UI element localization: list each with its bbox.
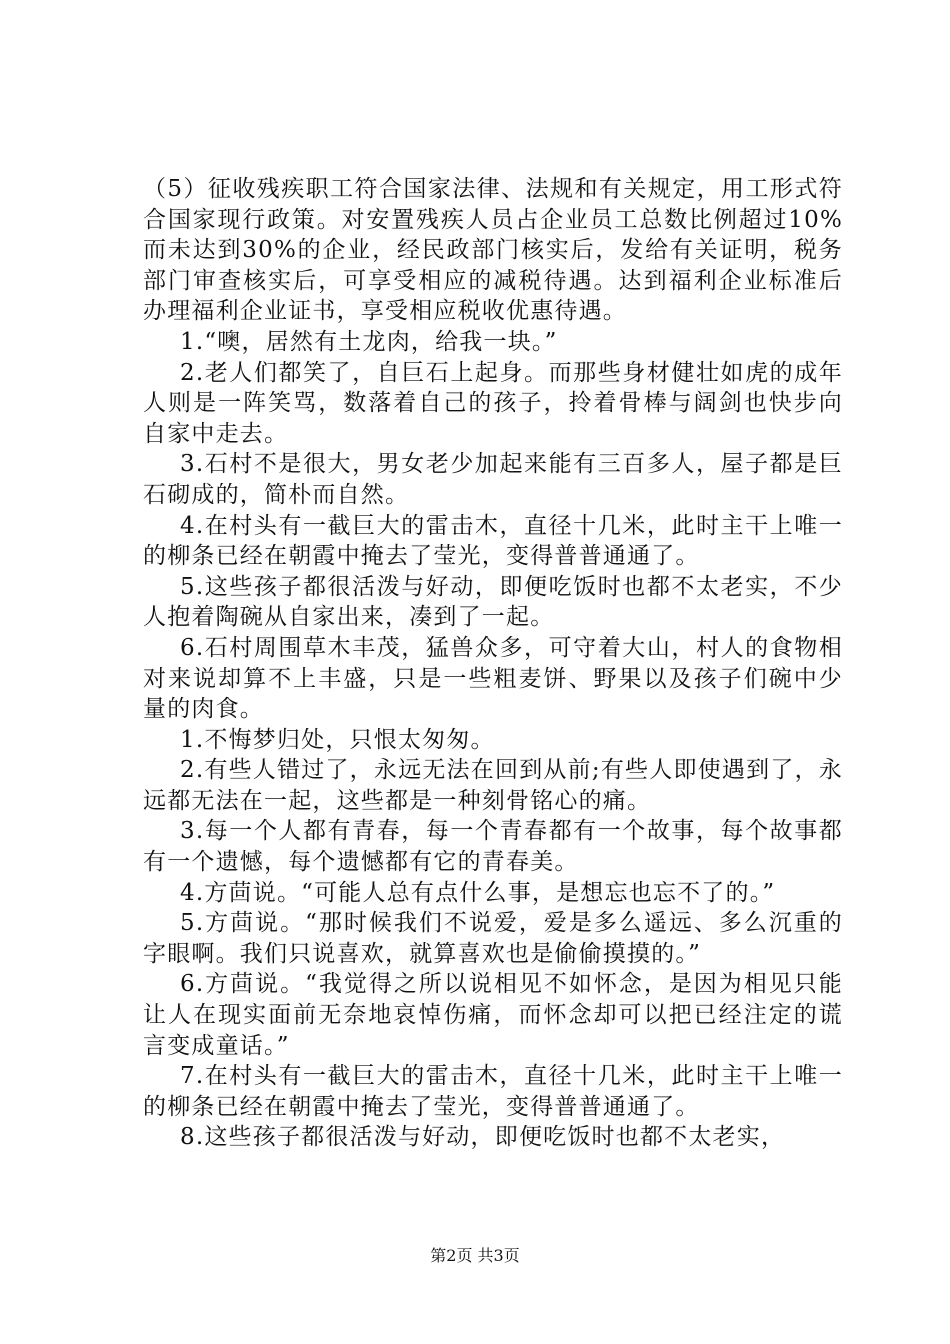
paragraph-item: 2.老人们都笑了，自巨石上起身。而那些身材健壮如虎的成年人则是一阵笑骂，数落着自己的孩子，拎着骨棒与阔剑也快步向自家中走去。	[143, 359, 843, 447]
paragraph-item: 3.石村不是很大，男女老少加起来能有三百多人，屋子都是巨石砌成的，简朴而自然。	[143, 451, 843, 508]
paragraph-item: 7.在村头有一截巨大的雷击木，直径十几米，此时主干上唯一的柳条已经在朝霞中掩去了莹光，变得普普通通了。	[143, 1063, 843, 1120]
paragraph-item: 1.不悔梦归处，只恨太匆匆。	[180, 726, 495, 753]
paragraph-item: 5.这些孩子都很活泼与好动，即便吃饭时也都不太老实，不少人抱着陶碗从自家出来，凑到了一起。	[143, 573, 843, 631]
paragraph-item: 2.有些人错过了，永远无法在回到从前;有些人即使遇到了，永远都无法在一起，这些都是一种刻骨铭心的痛。	[143, 757, 843, 814]
paragraph-item: 4.方茴说。“可能人总有点什么事，是想忘也忘不了的。”	[180, 879, 776, 906]
paragraph-item: 5.方茴说。“那时候我们不说爱，爱是多么遥远、多么沉重的字眼啊。我们只说喜欢，就算喜欢也是偷偷摸摸的。”	[143, 910, 843, 967]
page-number-footer: 第2页 共3页	[430, 1246, 520, 1265]
paragraph-item: 4.在村头有一截巨大的雷击木，直径十几米，此时主干上唯一的柳条已经在朝霞中掩去了莹光，变得普普通通了。	[143, 512, 843, 570]
paragraph-item: 6.石村周围草木丰茂，猛兽众多，可守着大山，村人的食物相对来说却算不上丰盛，只是一些粗麦饼、野果以及孩子们碗中少量的肉食。	[143, 634, 843, 723]
paragraph-tax-policy: （5）征收残疾职工符合国家法律、法规和有关规定，用工形式符合国家现行政策。对安置残疾人员占企业员工总数比例超过10%而未达到30%的企业，经民政部门核实后，发给有关证明，税务部门审查核实后，可享受相应的减税待遇。达到福利企业标准后办理福利企业证书，享受相应税收优惠待遇。	[143, 176, 843, 325]
paragraph-item: 3.每一个人都有青春，每一个青春都有一个故事，每个故事都有一个遗憾，每个遗憾都有它的青春美。	[143, 818, 843, 876]
paragraph-item: 6.方茴说。“我觉得之所以说相见不如怀念，是因为相见只能让人在现实面前无奈地哀悼伤痛，而怀念却可以把已经注定的谎言变成童话。”	[143, 971, 843, 1059]
document-body	[143, 174, 843, 1153]
paragraph-item: 1.“噢，居然有土龙肉，给我一块。”	[180, 328, 558, 355]
paragraph-item: 8.这些孩子都很活泼与好动，即便吃饭时也都不太老实，	[180, 1124, 786, 1151]
